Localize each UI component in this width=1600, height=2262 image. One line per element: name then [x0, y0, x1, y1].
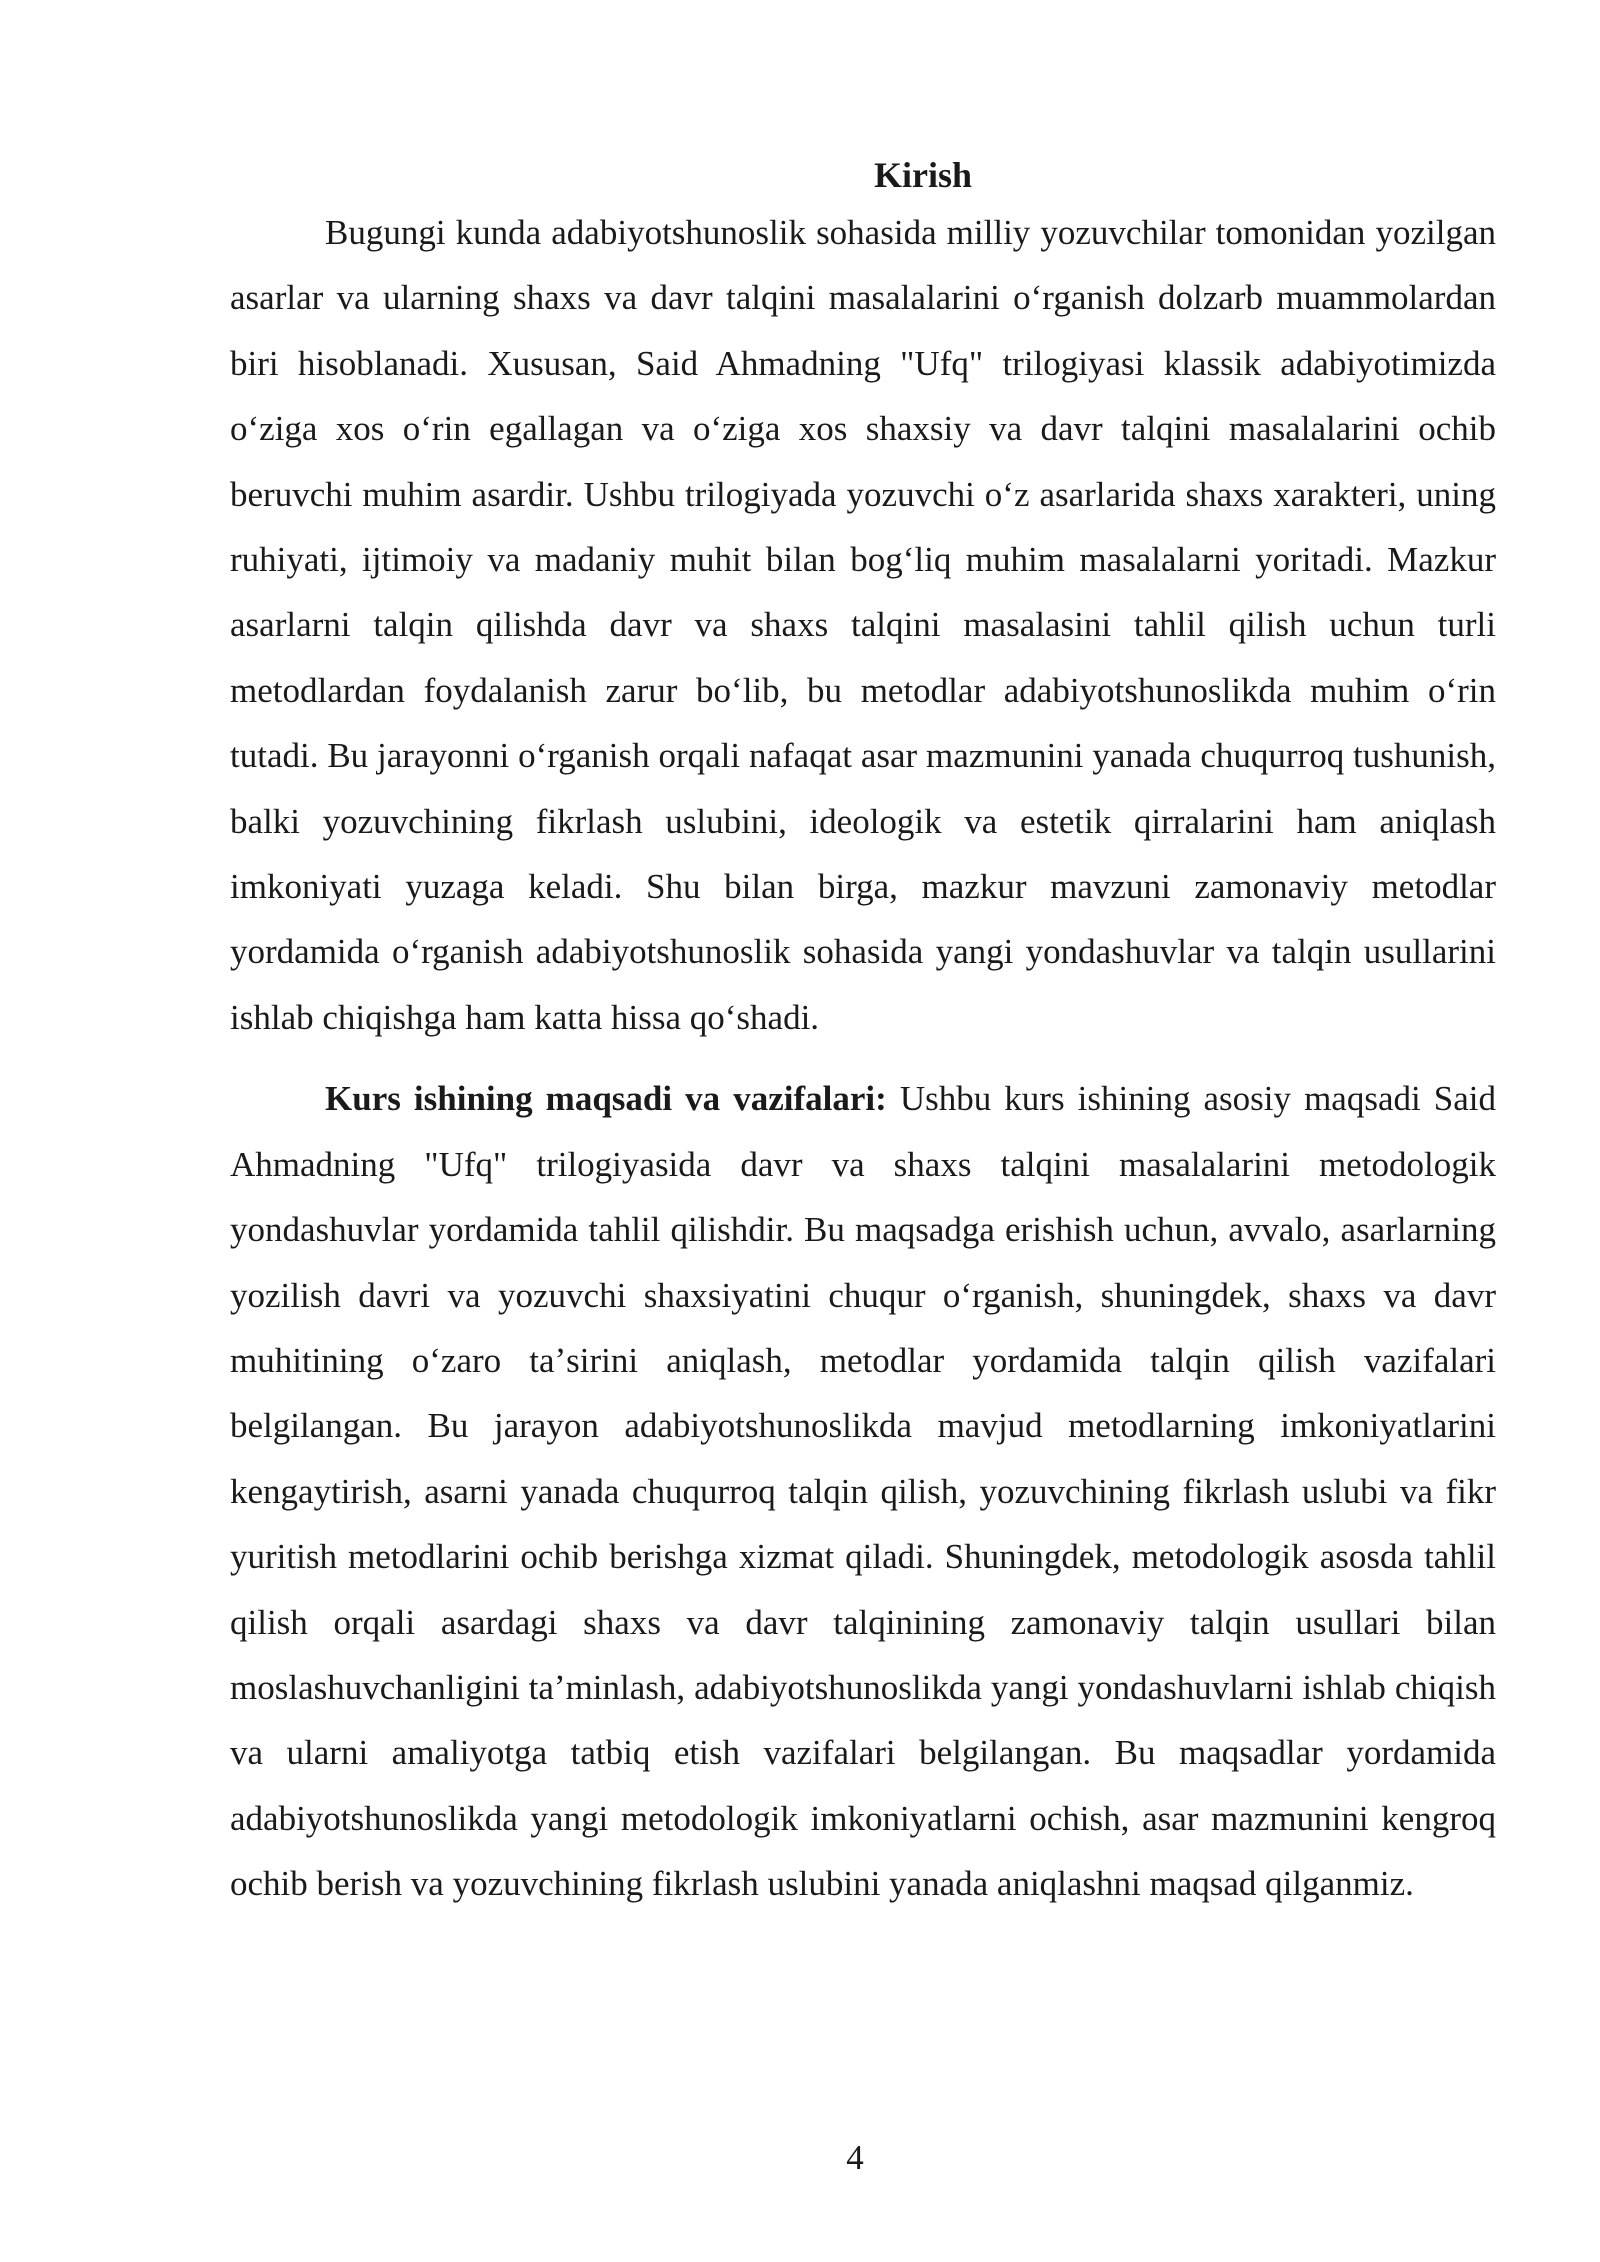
- section-heading: Kirish: [873, 155, 972, 195]
- paragraph-lead: Kurs ishining maqsadi va vazifalari:: [325, 1079, 887, 1119]
- paragraph-introduction: [230, 200, 1496, 1050]
- paragraph-text: Ushbu kurs ishining asosiy maqsadi Said Ahmadning "Ufq" trilogiyasida davr va shaxs talqini masalalarini metodologik yondashuvlar yordamida tahlil qilishdir. Bu maqsadga erishish uchun, avvalo, asarlarning yozilish davri va yozuvchi shaxsiyatini chuqur oʻrganish, shuningdek, shaxs va davr muhitining oʻzaro taʼsirini aniqlash, metodlar yordamida talqin qilish vazifalari belgilangan. Bu jarayon adabiyotshunoslikda mavjud metodlarning imkoniyatlarini kengaytirish, asarni yanada chuqurroq talqin qilish, yozuvchining fikrlash uslubi va fikr yuritish metodlarini ochib berishga xizmat qiladi. Shuningdek, metodologik asosda tahlil qilish orqali asardagi shaxs va davr talqinining zamonaviy talqin usullari bilan moslashuvchanligini taʼminlash, adabiyotshunoslikda yangi yondashuvlarni ishlab chiqish va ularni amaliyotga tatbiq etish vazifalari belgilangan. Bu maqsadlar yordamida adabiyotshunoslikda yangi metodologik imkoniyatlarni ochish, asar mazmunini kengroq ochib berish va yozuvchining fikrlash uslubini yanada aniqlashni maqsad qilganmiz.: [230, 1079, 1496, 1904]
- paragraph-goals: [230, 1066, 1496, 1916]
- page-content: [230, 150, 1496, 1917]
- paragraph-text: Bugungi kunda adabiyotshunoslik sohasida milliy yozuvchilar tomonidan yozilgan asarlar va ularning shaxs va davr talqini masalalarini oʻrganish dolzarb muammolardan biri hisoblanadi. Xususan, Said Ahmadning "Ufq" trilogiyasi klassik adabiyotimizda oʻziga xos oʻrin egallagan va oʻziga xos shaxsiy va davr talqini masalalarini ochib beruvchi muhim asardir. Ushbu trilogiyada yozuvchi oʻz asarlarida shaxs xarakteri, uning ruhiyati, ijtimoiy va madaniy muhit bilan bogʻliq muhim masalalarni yoritadi. Mazkur asarlarni talqin qilishda davr va shaxs talqini masalasini tahlil qilish uchun turli metodlardan foydalanish zarur boʻlib, bu metodlar adabiyotshunoslikda muhim oʻrin tutadi. Bu jarayonni oʻrganish orqali nafaqat asar mazmunini yanada chuqurroq tushunish, balki yozuvchining fikrlash uslubini, ideologik va estetik qirralarini ham aniqlash imkoniyati yuzaga keladi. Shu bilan birga, mazkur mavzuni zamonaviy metodlar yordamida oʻrganish adabiyotshunoslik sohasida yangi yondashuvlar va talqin usullarini ishlab chiqishga ham katta hissa qoʻshadi.: [230, 213, 1496, 1037]
- page-number: 4: [846, 2138, 864, 2177]
